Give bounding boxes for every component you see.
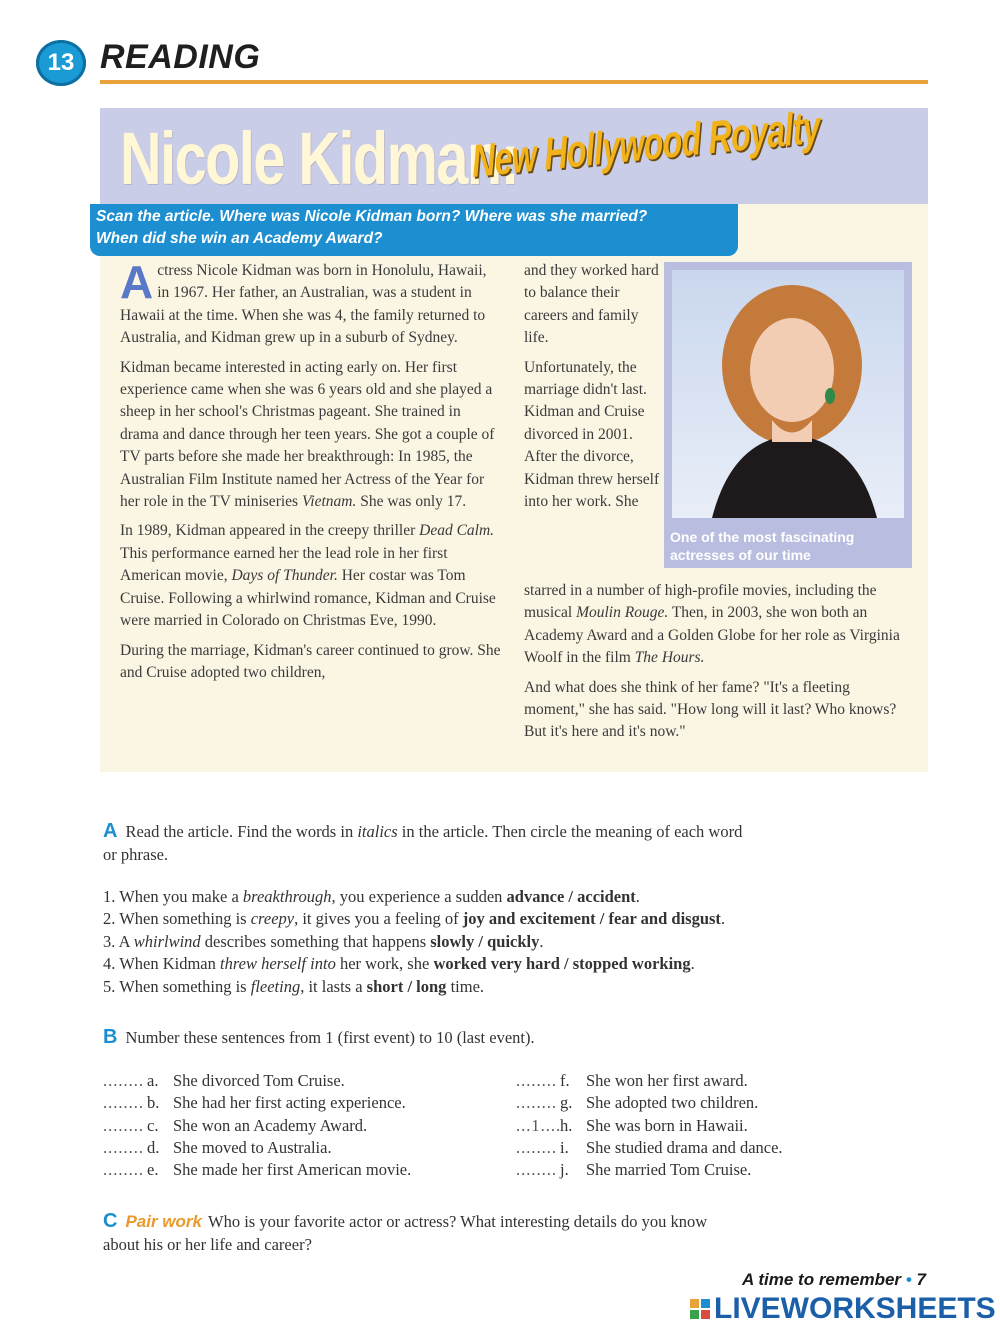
paragraph-1-text: ctress Nicole Kidman was born in Honolulu, Hawaii, in 1967. Her father, an Australian, was a student in Hawaii at the time. When she was 4, the family returned to Australia, and Kidman grew up in a suburb of Sydney. <box>120 262 487 347</box>
question-text: A <box>118 931 134 951</box>
question-3 <box>103 931 943 953</box>
answer-choices[interactable]: joy and excitement / fear and disgust <box>462 909 721 929</box>
question-number: 5. <box>103 976 116 996</box>
event-text: She won an Academy Award. <box>173 1115 368 1135</box>
article-column-bottom <box>524 580 900 751</box>
question-text: When Kidman <box>119 954 221 974</box>
task-b-list-left <box>103 1070 503 1181</box>
question-text: , you experience a sudden <box>331 887 507 906</box>
task-a-instructions <box>103 820 743 866</box>
event-text: She moved to Australia. <box>173 1137 332 1157</box>
event-letter: g. <box>560 1093 573 1113</box>
photo-caption: One of the most fascinating actresses of our time <box>670 529 855 563</box>
event-g <box>516 1092 916 1114</box>
answer-blank[interactable]: ........ <box>516 1071 557 1090</box>
answer-blank[interactable]: ........ <box>516 1160 557 1180</box>
event-letter: i. <box>560 1137 569 1157</box>
answer-blank[interactable]: ........ <box>103 1071 144 1090</box>
question-number: 4. <box>103 954 116 974</box>
question-text: , it lasts a <box>300 976 367 996</box>
event-letter: e. <box>147 1160 159 1180</box>
question-end: . <box>720 909 726 929</box>
event-letter: j. <box>560 1160 569 1180</box>
task-c-instructions <box>103 1210 743 1256</box>
event-letter: c. <box>147 1115 159 1135</box>
answer-blank[interactable]: ........ <box>103 1137 144 1157</box>
question-word: threw herself into <box>220 954 336 974</box>
question-text: When you make a <box>119 887 243 906</box>
task-a-italic: italics <box>357 822 398 841</box>
article-column-left <box>120 256 502 691</box>
event-text: She adopted two children. <box>586 1093 759 1113</box>
paragraph-7-mid: Then, in 2003, she won both an Academy Award and a Golden Globe for her role as Virginia Woolf in the film <box>524 604 900 667</box>
drop-cap: A <box>120 256 154 308</box>
event-text: She had her first acting experience. <box>173 1093 406 1113</box>
paragraph-2-text: Kidman became interested in acting early on. Her first experience came when she was 6 years old and she played a sheep in her school's Christmas pageant. She trained in drama and dance through her teen years. She got a couple of TV parts before she made her breakthrough: In 1985, the Australian Film Institute named her Actress of the Year for her role in the TV miniseries <box>120 358 495 511</box>
title-days-of-thunder: Days of Thunder. <box>231 567 338 585</box>
question-text: When something is <box>119 976 251 996</box>
task-b-label: B <box>103 1026 118 1048</box>
question-end: . <box>690 954 695 974</box>
article-paragraph-5: and they worked hard to balance their careers and family life. <box>524 262 659 347</box>
question-1 <box>103 886 943 908</box>
event-letter: h. <box>560 1115 573 1135</box>
question-number: 2. <box>103 909 116 929</box>
question-end: . <box>539 931 544 951</box>
task-b-instructions <box>103 1026 823 1049</box>
task-c-text: Who is your favorite actor or actress? What interesting details do you know about his or her life and career? <box>103 1212 708 1254</box>
event-letter: f. <box>560 1071 570 1090</box>
event-text: She made her first American movie. <box>173 1160 412 1180</box>
task-a-label: A <box>103 820 118 842</box>
article-paragraph-6: Unfortunately, the marriage didn't last. Kidman and Cruise divorced in 2001. After the divorce, Kidman threw herself into her work. She <box>524 358 660 511</box>
paragraph-7-text: starred in a number of high-profile movies, including the musical <box>524 582 877 622</box>
question-text: When something is <box>119 909 251 929</box>
scan-line-1: Scan the article. Where was Nicole Kidman born? Where was she married? <box>96 208 648 225</box>
event-text: She studied drama and dance. <box>586 1137 783 1157</box>
article-banner <box>100 100 928 204</box>
task-a-text-end: in the article. Then circle the meaning of each word or phrase. <box>103 822 743 864</box>
footer <box>742 1270 926 1290</box>
article-paragraph-8: And what does she think of her fame? "It's a fleeting moment," she has said. "How long will it last? Who knows? But it's here and it's now." <box>524 678 897 741</box>
article-column-middle <box>524 260 660 520</box>
scan-instructions <box>90 204 738 256</box>
question-2 <box>103 908 943 930</box>
event-text: She married Tom Cruise. <box>586 1160 752 1180</box>
title-moulin-rouge: Moulin Rouge. <box>576 604 669 622</box>
question-4 <box>103 953 943 975</box>
answer-blank[interactable]: ........ <box>103 1115 144 1135</box>
event-j <box>516 1159 916 1181</box>
title-divider <box>100 80 928 84</box>
article-paragraph-4: During the marriage, Kidman's career continued to grow. She and Cruise adopted two children, <box>120 641 501 681</box>
article-paragraph-1 <box>120 256 502 350</box>
unit-number-badge: 13 <box>36 40 86 86</box>
answer-choices[interactable]: short / long <box>366 976 447 996</box>
event-h <box>516 1115 916 1137</box>
event-e <box>103 1159 503 1181</box>
event-d <box>103 1137 503 1159</box>
title-vietnam: Vietnam. <box>301 493 357 511</box>
event-letter: b. <box>147 1093 160 1113</box>
task-a-text: Read the article. Find the words in <box>125 822 358 841</box>
photo-image <box>672 270 904 518</box>
question-end: . <box>635 887 640 906</box>
article-subtitle: New Hollywood Royalty <box>470 100 821 187</box>
paragraph-3-mid: This performance earned her the lead role in her first American movie, <box>120 544 448 585</box>
question-word: fleeting <box>250 976 301 996</box>
question-text: describes something that happens <box>200 931 431 951</box>
title-the-hours: The Hours. <box>634 649 705 667</box>
question-text: her work, she <box>335 954 434 974</box>
question-word: breakthrough <box>242 887 332 906</box>
answer-blank[interactable]: ........ <box>103 1093 144 1113</box>
event-c <box>103 1115 503 1137</box>
photo <box>664 262 912 568</box>
answer-blank[interactable]: ........ <box>103 1160 144 1180</box>
event-text: She was born in Hawaii. <box>586 1115 748 1135</box>
task-b-text: Number these sentences from 1 (first event) to 10 (last event). <box>125 1028 535 1047</box>
question-word: creepy <box>250 909 295 929</box>
event-f <box>516 1070 916 1092</box>
question-end: time. <box>446 976 485 996</box>
section-title: READING <box>100 38 261 76</box>
answer-blank[interactable]: ........ <box>516 1093 557 1113</box>
article-paragraph-2 <box>120 357 502 514</box>
event-b <box>103 1092 503 1114</box>
event-text: She won her first award. <box>586 1071 748 1090</box>
answer-choices[interactable]: worked very hard / stopped working <box>433 954 691 974</box>
answer-blank[interactable]: ........ <box>516 1137 557 1157</box>
unit-title-footer: A time to remember <box>742 1270 902 1289</box>
event-letter: d. <box>147 1137 160 1157</box>
task-b-list-right <box>516 1070 916 1181</box>
paragraph-3-text: In 1989, Kidman appeared in the creepy thriller <box>120 522 420 540</box>
question-number: 3. <box>103 931 116 951</box>
page-number: 7 <box>916 1270 926 1289</box>
event-letter: a. <box>147 1071 159 1090</box>
question-number: 1. <box>103 887 116 906</box>
event-i <box>516 1137 916 1159</box>
article-paragraph-7 <box>524 580 900 670</box>
answer-blank[interactable]: ...1.... <box>516 1115 562 1135</box>
question-5 <box>103 976 943 998</box>
event-text: She divorced Tom Cruise. <box>173 1071 345 1090</box>
article <box>96 100 928 772</box>
logo-text: LIVEWORKSHEETS <box>714 1292 996 1325</box>
title-dead-calm: Dead Calm. <box>419 522 495 540</box>
article-paragraph-3 <box>120 520 502 632</box>
answer-choices[interactable]: advance / accident <box>506 887 636 906</box>
footer-dot: • <box>905 1270 912 1289</box>
answer-choices[interactable]: slowly / quickly <box>430 931 540 951</box>
paragraph-3-end: Her costar was Tom Cruise. Following a whirlwind romance, Kidman and Cruise were married in Colorado on Christmas Eve, 1990. <box>120 567 496 630</box>
liveworksheets-icon <box>690 1299 710 1319</box>
scan-line-2: When did she win an Academy Award? <box>96 230 383 247</box>
question-text: , it gives you a feeling of <box>294 909 463 929</box>
paragraph-2-end: She was only 17. <box>356 493 467 511</box>
pair-work-label: Pair work <box>125 1212 202 1231</box>
portrait-illustration <box>672 270 904 518</box>
liveworksheets-logo <box>690 1292 996 1326</box>
task-c-label: C <box>103 1210 118 1232</box>
event-a <box>103 1070 503 1092</box>
task-a-questions <box>103 886 943 998</box>
article-title: Nicole Kidman: <box>120 117 519 200</box>
question-word: whirlwind <box>133 931 201 951</box>
